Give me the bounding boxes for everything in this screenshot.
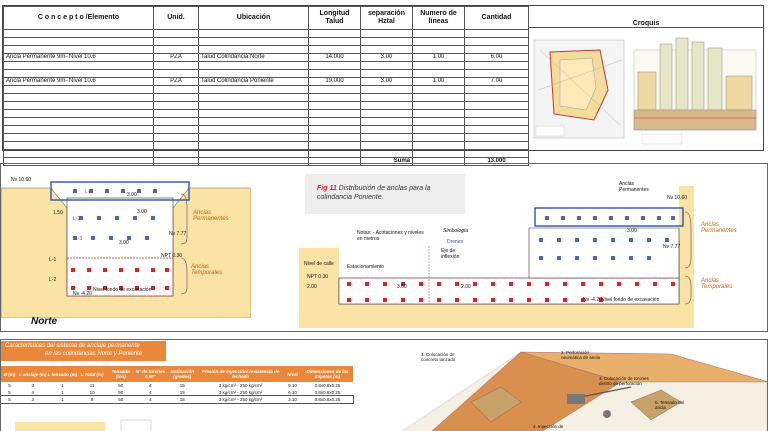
quantity-table-panel: [2, 5, 764, 164]
north-npt: NPT 0.30: [161, 253, 183, 259]
poniente-npt: NPT 0.30: [307, 274, 329, 280]
poniente-fondo: Nivel fondo de excavación: [601, 297, 660, 303]
anchor-sections-panel: [0, 163, 768, 332]
north-row-l3: L-3: [75, 236, 83, 242]
poniente-nv-top: Nv 10.60: [667, 195, 688, 201]
poniente-dim-2: 3.00: [397, 284, 407, 290]
table-row: 5 3 1 11 50 4 15 3 kg/cm² - 250 kg/cm² 9.10 0.8x0.8x0.25: [8, 383, 341, 388]
north-caption: Norte: [31, 316, 58, 327]
process-step-2: 2. Perforación neumática de ancla: [561, 350, 601, 360]
poniente-anclas-temporales: Anclas Temporales: [701, 278, 733, 290]
table-row: 5 4 1 10 50 4 15 3 kg/cm² - 250 kg/cm² 6.10 0.8x0.8x0.25: [8, 390, 341, 395]
col-header-separacion: separación Hztal: [361, 7, 413, 30]
col-header-unid: Unid.: [154, 7, 199, 30]
table-header-row: [4, 7, 529, 30]
col-header-lineas: Numero de líneas: [413, 7, 465, 30]
suma-label: Suma: [361, 158, 413, 166]
poniente-nv-bottom: Nv -4.20: [583, 297, 602, 303]
croquis-sketch: [530, 30, 762, 150]
poniente-simbologia: Simbología: [443, 228, 469, 234]
north-temp-l2: L-2: [49, 277, 57, 283]
table-row-highlighted: 5 3 1 9 50 4 15 3 kg/cm² - 250 kg/cm² 3.10 0.8x0.8x0.25: [1, 396, 353, 403]
north-dim-3: 3.00: [119, 240, 129, 246]
north-anclas-temporales: Anclas Temporales: [191, 264, 223, 276]
table-row: Ancla Permanente 9m- Nivel 10.6 PZA Talud Colindancia Poniente 19.000 3.00 1.00 7.00: [4, 78, 529, 86]
col-header-cantidad: Cantidad: [465, 7, 529, 30]
process-step-1: 1. Colocación de concreto lanzado: [421, 352, 456, 362]
col-header-concepto: C o n c e p t o /Elemento: [4, 7, 154, 30]
poniente-drenes: Drenes: [447, 239, 464, 245]
north-nv-mid: Nv 7.77: [169, 231, 187, 237]
anchor-details-panel: [0, 339, 768, 431]
poniente-fig-caption: Distribución de anclas para la colindancia Poniente.: [317, 185, 431, 201]
col-header-longitud: Longitud Talud: [309, 7, 361, 30]
suma-value: 13.000: [465, 158, 529, 166]
poniente-label-permanentes: Anclas Permanentes: [619, 181, 649, 193]
north-anclas-permanentes: Anclas Permanentes: [193, 210, 229, 222]
anchor-detail-thumbnail: [11, 418, 161, 431]
table-row: Ancla Permanente 9m- Nivel 10.6 PZA Talud Colindancia Norte 14.000 3.00 1.00 6.00: [4, 54, 529, 62]
north-temp-l1: L-1: [49, 257, 57, 263]
poniente-nv-mid: Nv 7.77: [663, 244, 681, 250]
poniente-estacionamiento: Estacionamiento: [347, 264, 384, 270]
poniente-eje: Eje de inflexión: [441, 248, 460, 260]
quantity-table: [3, 6, 529, 166]
characteristics-title: Características del sistema de anclaje permanente en las colindancias Norte y Poniente: [1, 341, 166, 361]
north-fondo: Nivel fondo de excavación: [93, 287, 152, 293]
north-dim-1: 1.50: [53, 210, 63, 216]
poniente-dim-1: 2.00: [307, 284, 317, 290]
north-nv-bottom: Nv -4.20: [73, 291, 92, 297]
north-dim-4: 3.00: [127, 192, 137, 198]
characteristics-header-row: Ø (m) L anclaje (m) L tensado (m) L Total (m) Tensado (ton) N° de torones 0.60" Inclinación (grados) Presión de inyección/ resistencia de lechada Nivel Dimensiones de las Zapatas (m): [1, 366, 353, 382]
col-header-ubicacion: Ubicación: [199, 7, 309, 30]
poniente-notas: Notas: - Acotaciones y niveles en metros: [357, 230, 424, 242]
north-row-l2: L-2: [73, 216, 81, 222]
poniente-anclas-permanentes: Anclas Permanentes: [701, 222, 737, 234]
north-row-l1: L-1: [85, 189, 93, 195]
poniente-dim-3: 2.00: [461, 284, 471, 290]
process-step-5: 5. Tensado del ancla: [655, 400, 685, 410]
process-step-4: 4. Inyección de: [533, 424, 564, 429]
poniente-nivel-calle: Nivel de calle: [304, 261, 334, 267]
north-nv-top: Nv 10.60: [11, 177, 32, 183]
characteristics-table: [1, 366, 353, 403]
croquis-header: Croquis: [528, 6, 763, 28]
poniente-fig-title: [317, 184, 467, 202]
poniente-dim-4: 3.00: [627, 228, 637, 234]
poniente-fig-number: Fig 11: [317, 185, 337, 192]
process-step-3: 3. Colocación de torones dentro de perforación: [599, 376, 649, 386]
north-dim-2: 3.00: [137, 209, 147, 215]
